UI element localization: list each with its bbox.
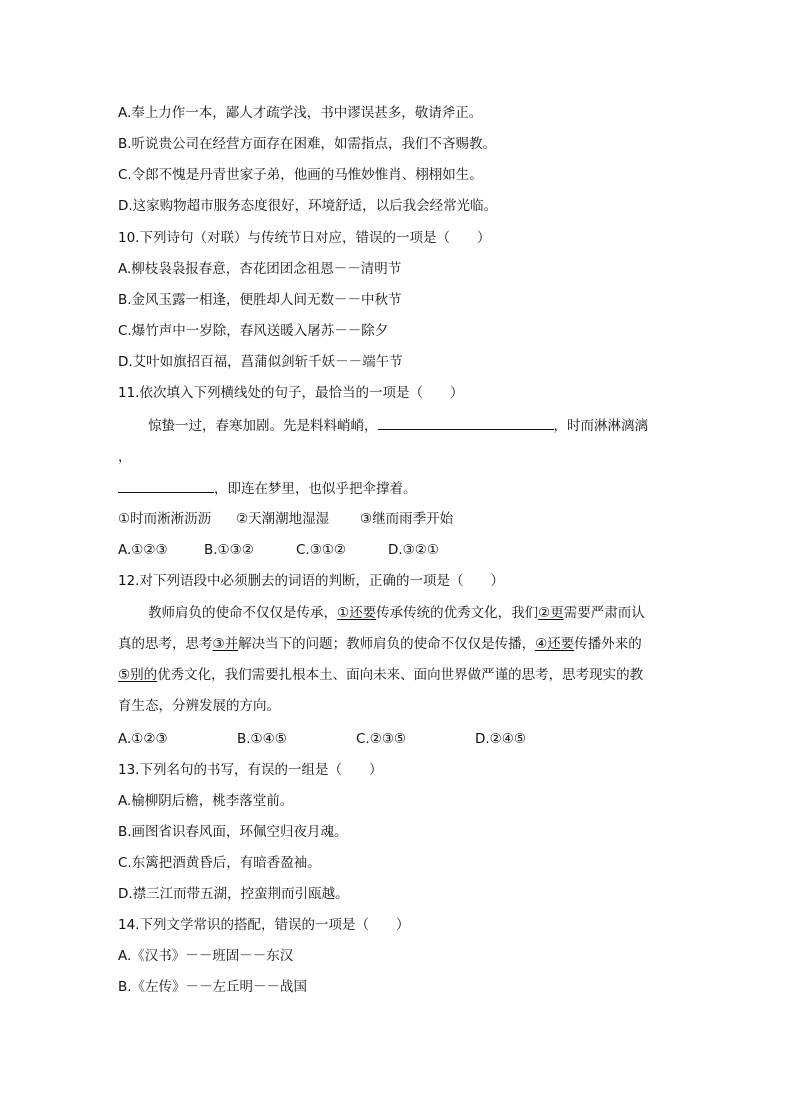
q12-option-a: A.①②③	[118, 731, 168, 747]
q12-stem: 12.对下列语段中必须删去的词语的判断，正确的一项是（ ）	[118, 573, 504, 589]
q11-option-b: B.①③②	[204, 542, 254, 558]
q12-passage-line-4: 育生态，分辨发展的方向。	[118, 698, 280, 714]
q14-option-b: B.《左传》－－左丘明－－战国	[118, 979, 308, 995]
q11-item-1: ①时而淅淅沥沥	[118, 511, 212, 527]
q11-option-a: A.①②③	[118, 542, 168, 558]
q12-marked-word-5: ⑤别的	[118, 667, 158, 683]
q13-option-b: B.画图省识春风面，环佩空归夜月魂。	[118, 824, 348, 840]
q13-option-a: A.榆柳阴后檐，桃李落堂前。	[118, 793, 294, 809]
q11-option-d: D.③②①	[388, 542, 439, 558]
q14-stem: 14.下列文学常识的搭配，错误的一项是（ ）	[118, 917, 410, 933]
q12-option-d: D.②④⑤	[475, 731, 526, 747]
q11-passage-part-c: ，即连在梦里，也似乎把伞撑着。	[214, 481, 417, 497]
q12-text: 解决当下的问题；教师肩负的使命不仅仅是传播，	[238, 636, 536, 652]
q11-stem: 11.依次填入下列横线处的句子，最恰当的一项是（ ）	[118, 385, 464, 401]
q12-text: 传承传统的优秀文化，我们	[376, 605, 539, 621]
q10-option-a: A.柳枝袅袅报春意，杏花团团念祖恩－－清明节	[118, 261, 402, 277]
q9-option-d: D.这家购物超市服务态度很好，环境舒适，以后我会经常光临。	[118, 198, 498, 214]
q9-option-a: A.奉上力作一本，鄙人才疏学浅，书中谬误甚多，敬请斧正。	[118, 105, 483, 121]
q12-option-c: C.②③⑤	[356, 731, 407, 747]
q11-options	[118, 540, 439, 560]
q12-marked-word-2: ②更	[538, 605, 564, 621]
q12-text: 优秀文化，我们需要扎根本土、面向未来、面向世界做严谨的思考，思考现实的教	[157, 667, 644, 683]
fill-blank-2[interactable]	[118, 478, 214, 493]
q12-option-b: B.①④⑤	[237, 731, 287, 747]
q11-passage-line-2	[118, 478, 417, 499]
q13-option-c: C.东篱把酒黄昏后，有暗香盈袖。	[118, 855, 321, 871]
q11-passage-part-a: 惊蛰一过，春寒加剧。先是料料峭峭，	[148, 418, 378, 434]
q11-passage-part-b: ，时而淋淋漓漓	[553, 418, 648, 434]
q11-passage-line-1	[148, 415, 648, 436]
q12-marked-word-4: ④还要	[535, 636, 575, 652]
q12-marked-word-1: ①还要	[337, 605, 377, 621]
q13-option-d: D.襟三江而带五湖，控蛮荆而引瓯越。	[118, 886, 349, 902]
q12-passage-line-2	[118, 634, 642, 654]
q11-option-c: C.③①②	[296, 542, 347, 558]
fill-blank-1[interactable]	[378, 415, 554, 430]
q12-text: 传播外来的	[574, 636, 642, 652]
q12-options	[118, 729, 526, 749]
q13-stem: 13.下列名句的书写，有误的一组是（ ）	[118, 762, 383, 778]
q12-passage-line-1	[148, 603, 645, 623]
q12-text: 教师肩负的使命不仅仅是传承，	[148, 605, 337, 621]
q9-option-b: B.听说贵公司在经营方面存在困难，如需指点，我们不吝赐教。	[118, 136, 497, 152]
q12-passage-line-3	[118, 665, 643, 685]
q10-option-d: D.艾叶如旗招百福，菖蒲似剑斩千妖－－端午节	[118, 354, 403, 370]
q10-option-b: B.金风玉露一相逢，便胜却人间无数－－中秋节	[118, 292, 402, 308]
q14-option-a: A.《汉书》－－班固－－东汉	[118, 948, 294, 964]
q11-item-3: ③继而雨季开始	[360, 511, 454, 527]
q12-marked-word-3: ③并	[212, 636, 239, 652]
q12-text: 需要严肃而认	[563, 605, 645, 621]
q10-option-c: C.爆竹声中一岁除，春风送暖入屠苏－－除夕	[118, 323, 389, 339]
q11-passage-comma: ，	[118, 449, 132, 465]
q10-stem: 10.下列诗句（对联）与传统节日对应，错误的一项是（ ）	[118, 230, 491, 246]
q11-item-2: ②天潮潮地湿湿	[236, 511, 330, 527]
q11-items	[118, 509, 453, 529]
q9-option-c: C.令郎不愧是丹青世家子弟，他画的马惟妙惟肖、栩栩如生。	[118, 167, 483, 183]
q12-text: 真的思考，思考	[118, 636, 213, 652]
